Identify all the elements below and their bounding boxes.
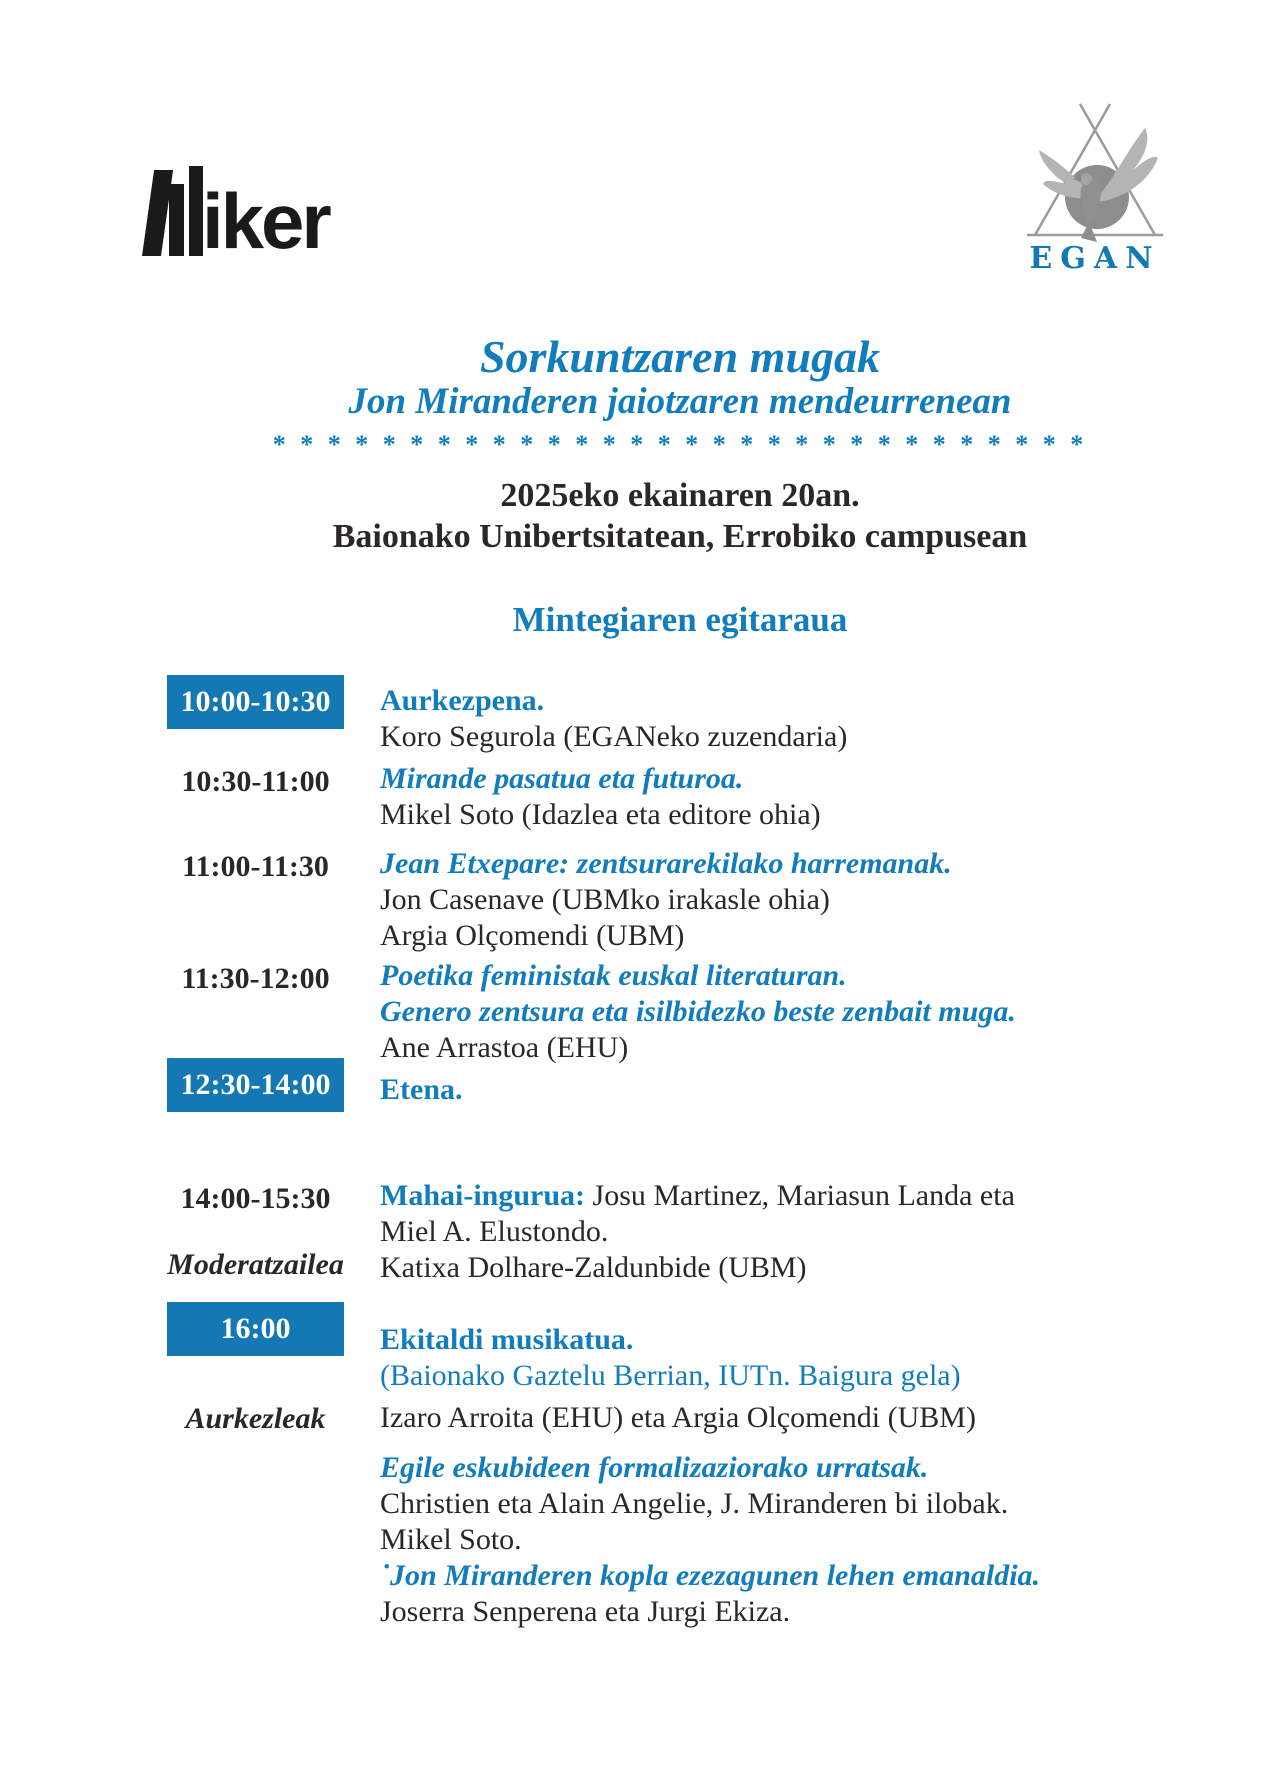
session-text-segment: Mahai-ingurua: xyxy=(380,1179,586,1212)
session-text-segment: Ane Arrastoa (EHU) xyxy=(380,1031,629,1064)
role-label: Moderatzailea xyxy=(167,1248,344,1281)
session-text-segment: Koro Segurola (EGANeko zuzendaria) xyxy=(380,720,848,753)
iker-wordmark: iker xyxy=(202,177,329,265)
session-line xyxy=(380,1358,1260,1394)
role-label: Aurkezleak xyxy=(185,1402,326,1435)
session-line xyxy=(380,1178,1260,1214)
session-content xyxy=(380,1302,1260,1630)
session-line xyxy=(380,683,1260,719)
session-line xyxy=(380,958,1260,994)
session-content xyxy=(380,761,1260,833)
session-content xyxy=(380,1178,1260,1286)
session-text-segment: Jon Casenave (UBMko irakasle ohia) xyxy=(380,883,830,916)
session-line xyxy=(380,1558,1260,1594)
session-text-segment: Mirande pasatua eta futuroa. xyxy=(380,762,744,795)
session-text-segment: Aurkezpena. xyxy=(380,684,545,717)
session-text-segment: Miel A. Elustondo. xyxy=(380,1215,609,1248)
session-text-segment: Etena. xyxy=(380,1073,463,1106)
session-line xyxy=(380,1072,1260,1108)
session-text-segment: Ekitaldi musikatua. xyxy=(380,1323,634,1356)
session-line xyxy=(380,761,1260,797)
session-line xyxy=(380,797,1260,833)
session-line xyxy=(380,1522,1260,1558)
session-text-segment: Jean Etxepare: zentsurarekilako harremanak. xyxy=(380,847,952,880)
session-line xyxy=(380,846,1260,882)
session-line xyxy=(380,1594,1260,1630)
session-content xyxy=(380,958,1260,1066)
session-line xyxy=(380,1214,1260,1250)
time-slot-highlight: 12:30-14:00 xyxy=(167,1058,344,1112)
session-text-segment: Katixa Dolhare-Zaldunbide (UBM) xyxy=(380,1251,807,1284)
session-line xyxy=(380,1250,1260,1286)
session-content xyxy=(380,846,1260,954)
session-line xyxy=(380,1450,1260,1486)
session-text-segment: (Baionako Gaztelu Berrian, IUTn. Baigura gela) xyxy=(380,1359,961,1392)
session-text-segment: Poetika feministak euskal literaturan. xyxy=(380,959,847,992)
session-text-segment: Christien eta Alain Angelie, J. Miranderen bi ilobak. xyxy=(380,1487,1009,1520)
separator-stars: * * * * * * * * * * * * * * * * * * * * * * * * * * * * * * xyxy=(272,430,1088,459)
time-slot: 11:00-11:30 xyxy=(182,850,329,883)
session-line xyxy=(380,1400,1260,1436)
egan-wordmark: EGAN xyxy=(1029,241,1161,276)
session-text-segment: Josu Martinez, Mariasun Landa eta xyxy=(585,1179,1015,1212)
session-content xyxy=(380,675,1260,755)
program-heading: Mintegiaren egitaraua xyxy=(512,600,848,639)
session-line xyxy=(380,1322,1260,1358)
page-title: Sorkuntzaren mugak xyxy=(479,331,881,382)
session-text-segment: Mikel Soto (Idazlea eta editore ohia) xyxy=(380,798,821,831)
time-slot: 11:30-12:00 xyxy=(181,962,330,995)
session-text-segment: Egile eskubideen formalizaziorako urratsak. xyxy=(380,1451,929,1484)
event-venue: Baionako Unibertsitatean, Errobiko campusean xyxy=(332,518,1028,555)
session-text-segment: Genero zentsura eta isilbidezko beste zenbait muga. xyxy=(380,995,1016,1028)
session-content xyxy=(380,1058,1260,1108)
session-line xyxy=(380,719,1260,755)
session-text-segment: Joserra Senperena eta Jurgi Ekiza. xyxy=(380,1595,791,1628)
session-text-segment: Mikel Soto. xyxy=(380,1523,522,1556)
time-slot-highlight: 10:00-10:30 xyxy=(167,675,344,729)
session-line xyxy=(380,918,1260,954)
time-slot: 10:30-11:00 xyxy=(181,765,330,798)
time-slot: 14:00-15:30 xyxy=(180,1182,331,1215)
event-date: 2025eko ekainaren 20an. xyxy=(500,477,860,514)
time-slot-highlight: 16:00 xyxy=(167,1302,344,1356)
session-line xyxy=(380,882,1260,918)
session-line xyxy=(380,1486,1260,1522)
session-text-segment: Izaro Arroita (EHU) eta Argia Olçomendi (UBM) xyxy=(380,1401,976,1434)
session-text-segment: Argia Olçomendi (UBM) xyxy=(380,919,685,952)
session-line xyxy=(380,994,1260,1030)
session-text-segment: ˙Jon Miranderen kopla ezezagunen lehen emanaldia. xyxy=(380,1559,1041,1592)
page-subtitle: Jon Miranderen jaiotzaren mendeurrenean xyxy=(348,381,1012,422)
